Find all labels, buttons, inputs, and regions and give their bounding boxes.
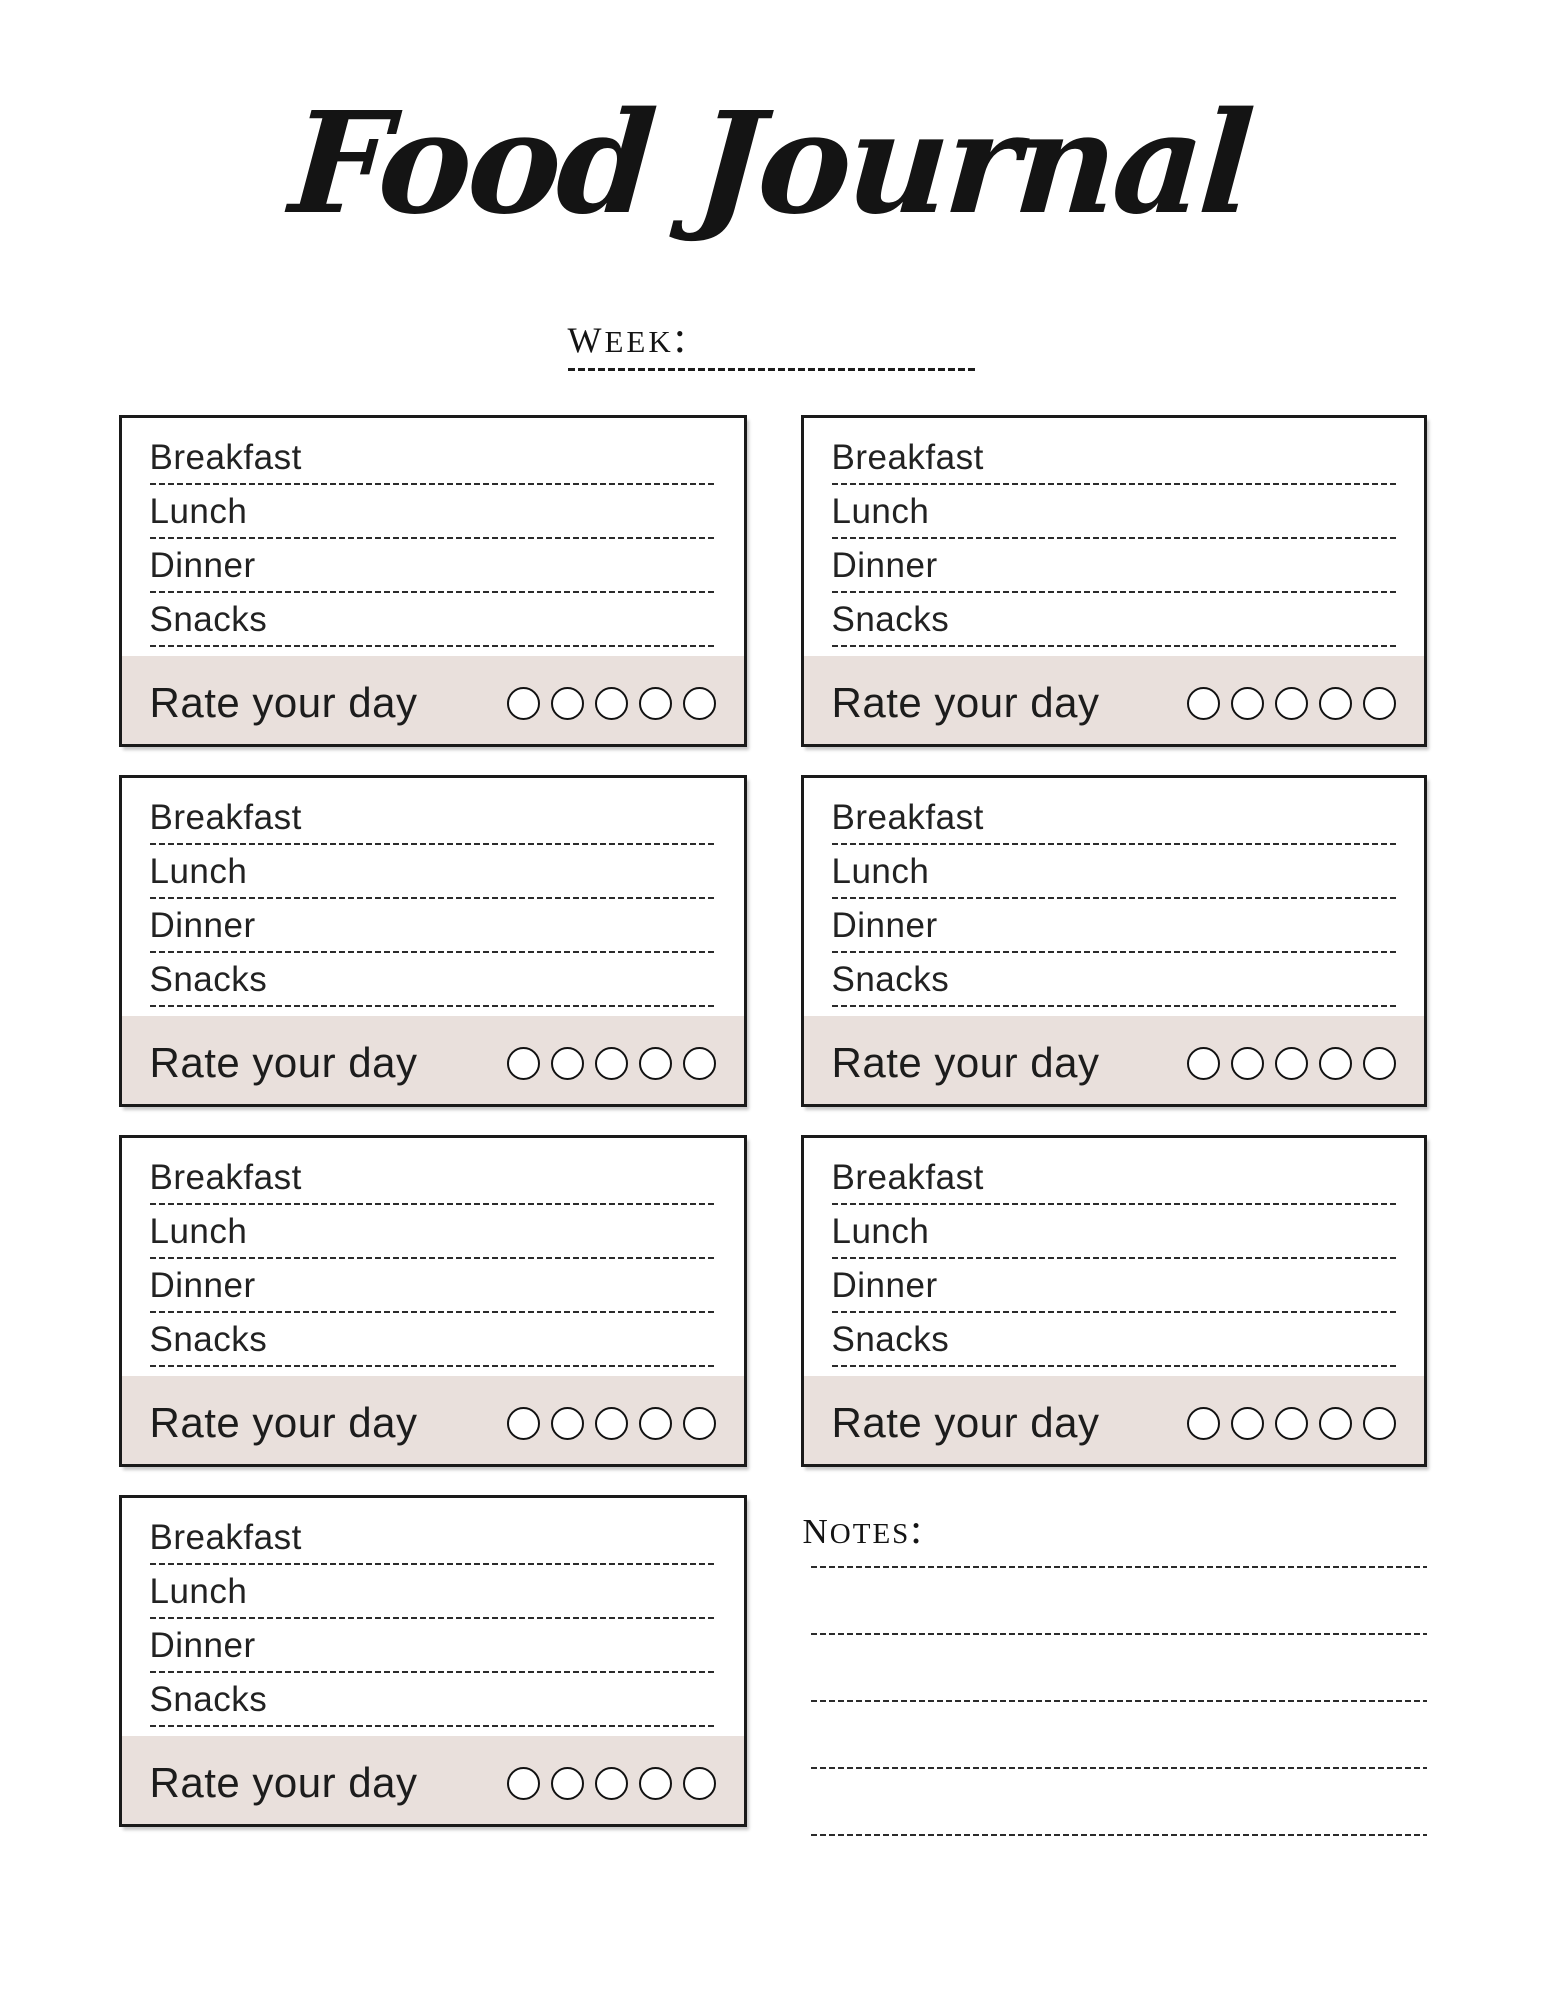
rating-circle[interactable] — [507, 1407, 540, 1440]
rating-circle[interactable] — [1319, 687, 1352, 720]
meal-entry-line[interactable] — [832, 951, 1396, 953]
meal-label: Lunch — [149, 492, 248, 531]
meal-list — [122, 418, 744, 656]
rate-your-day-label: Rate your day — [149, 1039, 418, 1086]
meal-row — [150, 1574, 716, 1619]
meal-label: Lunch — [149, 1572, 248, 1611]
notes-label: notes: — [802, 1498, 924, 1554]
meal-list — [122, 1138, 744, 1376]
rating-circle[interactable] — [1363, 1407, 1396, 1440]
meal-label: Snacks — [149, 1320, 268, 1359]
meal-label: Lunch — [831, 492, 930, 531]
meal-entry-line[interactable] — [150, 1617, 716, 1619]
meal-list — [804, 778, 1424, 1016]
notes-input-line[interactable] — [811, 1834, 1427, 1836]
rate-your-day-bar — [122, 1016, 744, 1104]
meal-label: Dinner — [149, 1626, 256, 1665]
meal-entry-line[interactable] — [150, 1563, 716, 1565]
day-card — [119, 415, 747, 747]
meal-entry-line[interactable] — [150, 1365, 716, 1367]
meal-row — [150, 854, 716, 899]
rating-circle[interactable] — [1319, 1407, 1352, 1440]
meal-entry-line[interactable] — [150, 1311, 716, 1313]
rating-circles — [1187, 1047, 1396, 1080]
meal-list — [804, 418, 1424, 656]
meal-row — [832, 1214, 1396, 1259]
meal-row — [150, 440, 716, 485]
notes-input-line[interactable] — [811, 1566, 1427, 1568]
rating-circle[interactable] — [1363, 687, 1396, 720]
meal-entry-line[interactable] — [150, 591, 716, 593]
rating-circle[interactable] — [595, 687, 628, 720]
meal-label: Snacks — [831, 1320, 950, 1359]
meal-list — [804, 1138, 1424, 1376]
rating-circles — [507, 1407, 716, 1440]
day-card — [119, 775, 747, 1107]
meal-entry-line[interactable] — [150, 1725, 716, 1727]
page-header — [0, 0, 1545, 371]
meal-row — [150, 1520, 716, 1565]
rating-circle[interactable] — [639, 1767, 672, 1800]
meal-label: Snacks — [831, 960, 950, 999]
rating-circle[interactable] — [1363, 1047, 1396, 1080]
rating-circle[interactable] — [683, 1047, 716, 1080]
meal-entry-line[interactable] — [832, 483, 1396, 485]
rating-circle[interactable] — [551, 1407, 584, 1440]
meal-label: Lunch — [831, 1212, 930, 1251]
meal-label: Lunch — [831, 852, 930, 891]
notes-input-line[interactable] — [811, 1633, 1427, 1635]
rating-circle[interactable] — [1231, 1407, 1264, 1440]
rating-circles — [1187, 1407, 1396, 1440]
rating-circle[interactable] — [639, 1047, 672, 1080]
meal-entry-line[interactable] — [832, 1203, 1396, 1205]
meal-row — [832, 800, 1396, 845]
rating-circles — [507, 1047, 716, 1080]
day-card — [119, 1135, 747, 1467]
meal-row — [832, 1322, 1396, 1367]
rating-circle[interactable] — [595, 1767, 628, 1800]
meal-entry-line[interactable] — [150, 1257, 716, 1259]
meal-row — [150, 962, 716, 1007]
rating-circles — [507, 687, 716, 720]
meal-entry-line[interactable] — [150, 951, 716, 953]
rating-circle[interactable] — [595, 1407, 628, 1440]
meal-row — [832, 962, 1396, 1007]
rate-your-day-bar — [122, 1736, 744, 1824]
week-input-line[interactable] — [568, 368, 978, 371]
meal-label: Dinner — [831, 906, 938, 945]
meal-label: Breakfast — [831, 1158, 984, 1197]
rating-circle[interactable] — [1231, 1047, 1264, 1080]
rating-circle[interactable] — [1187, 1407, 1220, 1440]
week-field — [567, 307, 978, 371]
rating-circle[interactable] — [551, 1767, 584, 1800]
meal-entry-line[interactable] — [832, 645, 1396, 647]
rating-circle[interactable] — [683, 1407, 716, 1440]
rating-circle[interactable] — [507, 1767, 540, 1800]
day-card — [119, 1495, 747, 1827]
rating-circle[interactable] — [1187, 687, 1220, 720]
rating-circles — [507, 1767, 716, 1800]
meal-label: Snacks — [831, 600, 950, 639]
meal-label: Dinner — [831, 1266, 938, 1305]
meal-row — [832, 548, 1396, 593]
meal-label: Breakfast — [149, 1158, 302, 1197]
meal-entry-line[interactable] — [832, 1005, 1396, 1007]
rating-circle[interactable] — [595, 1047, 628, 1080]
meal-entry-line[interactable] — [150, 1005, 716, 1007]
meal-row — [832, 854, 1396, 899]
meal-entry-line[interactable] — [832, 591, 1396, 593]
meal-row — [150, 1628, 716, 1673]
meal-entry-line[interactable] — [150, 897, 716, 899]
meal-list — [122, 778, 744, 1016]
rating-circle[interactable] — [1275, 687, 1308, 720]
day-card — [801, 415, 1427, 747]
rate-your-day-bar — [122, 1376, 744, 1464]
rating-circles — [1187, 687, 1396, 720]
meal-row — [832, 602, 1396, 647]
week-label: week: — [567, 307, 689, 364]
rate-your-day-bar — [804, 656, 1424, 744]
notes-section — [801, 1495, 1427, 1827]
meal-label: Dinner — [149, 1266, 256, 1305]
day-card — [801, 1135, 1427, 1467]
meal-entry-line[interactable] — [150, 1203, 716, 1205]
meal-row — [150, 548, 716, 593]
meal-row — [832, 908, 1396, 953]
notes-input-line[interactable] — [811, 1767, 1427, 1769]
rate-your-day-label: Rate your day — [831, 1399, 1100, 1446]
rate-your-day-bar — [804, 1016, 1424, 1104]
meal-entry-line[interactable] — [832, 1311, 1396, 1313]
notes-input-line[interactable] — [811, 1700, 1427, 1702]
meal-entry-line[interactable] — [150, 1671, 716, 1673]
meal-entry-line[interactable] — [832, 1257, 1396, 1259]
meal-row — [150, 1322, 716, 1367]
rating-circle[interactable] — [551, 1047, 584, 1080]
page-title: Food Journal — [285, 82, 1255, 246]
meal-row — [150, 602, 716, 647]
rating-circle[interactable] — [1231, 687, 1264, 720]
meal-entry-line[interactable] — [832, 537, 1396, 539]
meal-label: Dinner — [831, 546, 938, 585]
meal-row — [832, 440, 1396, 485]
meal-entry-line[interactable] — [832, 843, 1396, 845]
rate-your-day-label: Rate your day — [149, 679, 418, 726]
meal-label: Breakfast — [149, 1518, 302, 1557]
meal-row — [150, 908, 716, 953]
rating-circle[interactable] — [1319, 1047, 1352, 1080]
rating-circle[interactable] — [1275, 1407, 1308, 1440]
rate-your-day-label: Rate your day — [831, 1039, 1100, 1086]
meal-row — [150, 1214, 716, 1259]
meal-row — [150, 800, 716, 845]
meal-label: Lunch — [149, 852, 248, 891]
day-cards-grid — [119, 415, 1427, 1827]
meal-row — [150, 1682, 716, 1727]
meal-label: Snacks — [149, 1680, 268, 1719]
meal-entry-line[interactable] — [150, 645, 716, 647]
meal-label: Breakfast — [149, 798, 302, 837]
meal-label: Snacks — [149, 960, 268, 999]
rating-circle[interactable] — [507, 1047, 540, 1080]
meal-entry-line[interactable] — [832, 897, 1396, 899]
rate-your-day-label: Rate your day — [149, 1759, 418, 1806]
rate-your-day-bar — [804, 1376, 1424, 1464]
notes-lines — [801, 1566, 1427, 1836]
rating-circle[interactable] — [683, 1767, 716, 1800]
meal-label: Breakfast — [149, 438, 302, 477]
meal-row — [832, 1160, 1396, 1205]
meal-label: Dinner — [149, 546, 256, 585]
rating-circle[interactable] — [507, 687, 540, 720]
rate-your-day-label: Rate your day — [149, 1399, 418, 1446]
meal-entry-line[interactable] — [150, 483, 716, 485]
meal-entry-line[interactable] — [150, 843, 716, 845]
meal-entry-line[interactable] — [832, 1365, 1396, 1367]
meal-row — [150, 1268, 716, 1313]
meal-label: Lunch — [149, 1212, 248, 1251]
meal-label: Breakfast — [831, 798, 984, 837]
meal-row — [832, 1268, 1396, 1313]
meal-list — [122, 1498, 744, 1736]
meal-label: Snacks — [149, 600, 268, 639]
rate-your-day-bar — [122, 656, 744, 744]
meal-label: Dinner — [149, 906, 256, 945]
meal-entry-line[interactable] — [150, 537, 716, 539]
rating-circle[interactable] — [551, 687, 584, 720]
day-card — [801, 775, 1427, 1107]
meal-label: Breakfast — [831, 438, 984, 477]
rate-your-day-label: Rate your day — [831, 679, 1100, 726]
meal-row — [150, 1160, 716, 1205]
rating-circle[interactable] — [639, 687, 672, 720]
meal-row — [150, 494, 716, 539]
rating-circle[interactable] — [1187, 1047, 1220, 1080]
rating-circle[interactable] — [639, 1407, 672, 1440]
rating-circle[interactable] — [1275, 1047, 1308, 1080]
rating-circle[interactable] — [683, 687, 716, 720]
meal-row — [832, 494, 1396, 539]
